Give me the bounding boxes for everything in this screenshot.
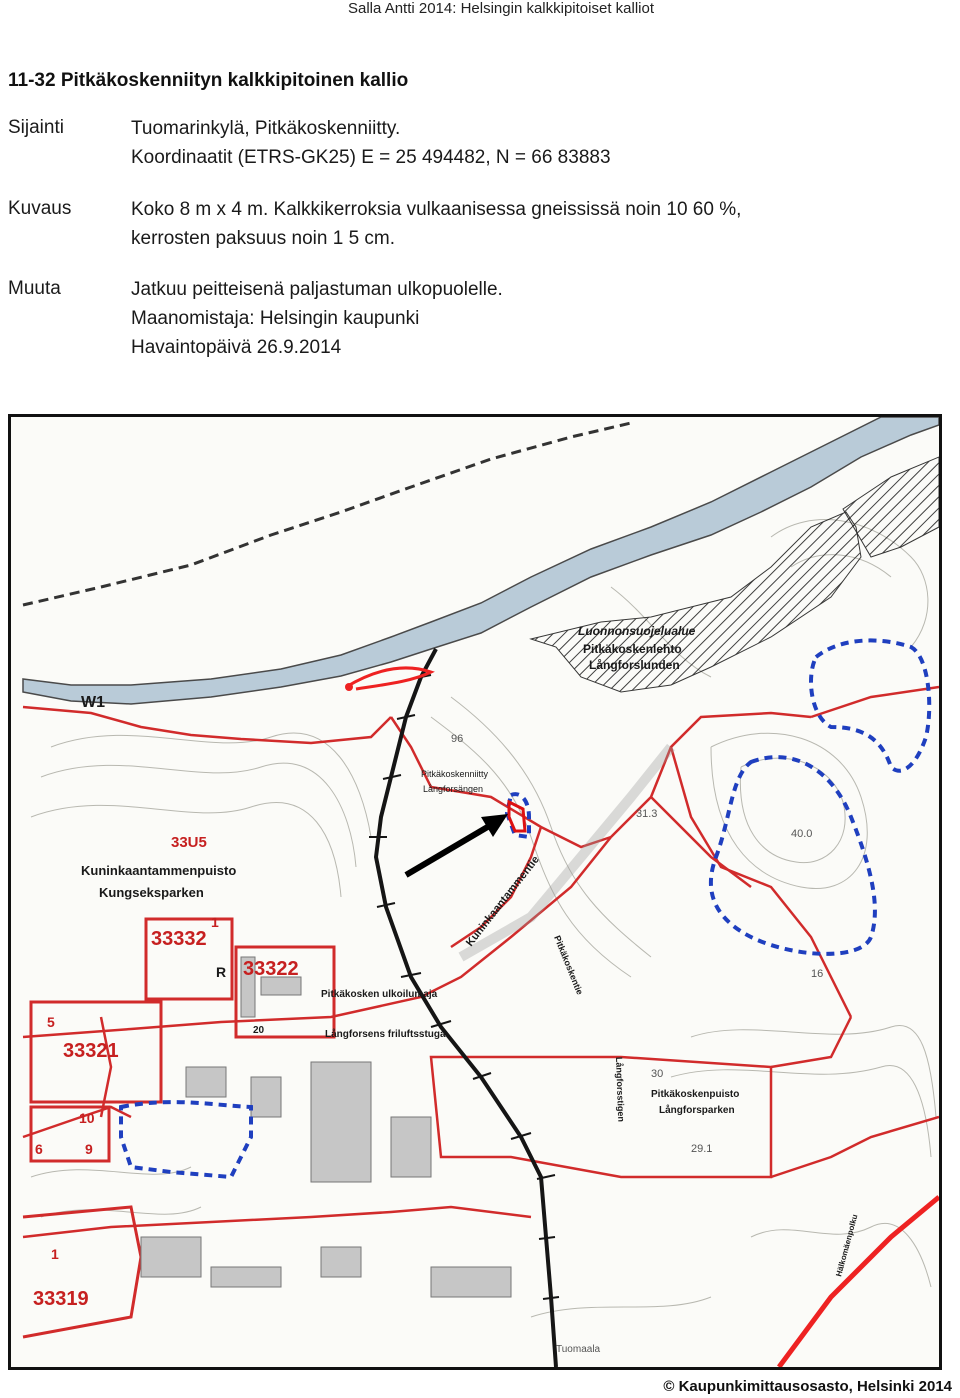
kuninkaantammentie-road [461, 747, 671, 957]
description-label: Kuvaus [8, 198, 72, 219]
label-road-kuninkaantammentie: Kuninkaantammentie [463, 853, 542, 949]
label-num-1b: 1 [51, 1246, 59, 1262]
label-block-33321: 33321 [63, 1040, 119, 1062]
location-text [131, 114, 611, 172]
label-bottom: Tuomaala [556, 1344, 601, 1355]
label-elev-30: 30 [651, 1068, 664, 1080]
label-w1: W1 [81, 694, 105, 711]
label-path-halkomaki: Hälkomäenpolku [834, 1213, 860, 1278]
landowner-line: Maanomistaja: Helsingin kaupunki [131, 308, 420, 329]
label-num-5: 5 [47, 1014, 55, 1030]
map-svg [11, 417, 939, 1367]
label-elev-29: 29.1 [691, 1143, 713, 1155]
description-line: kerrosten paksuus noin 1 5 cm. [131, 228, 396, 249]
label-num-20: 20 [253, 1025, 265, 1036]
label-block-3305: 33U5 [171, 834, 207, 851]
label-nature-area: Luonnonsuojelualue [578, 624, 696, 638]
label-num-10: 10 [79, 1110, 95, 1126]
other-line: Jatkuu peitteisenä paljastuman ulkopuolelle. [131, 279, 503, 300]
shore-marker-dot [345, 683, 353, 691]
label-nature-fi: Pitkäkoskenlehto [583, 642, 682, 656]
observation-date-line: Havaintopäivä 26.9.2014 [131, 337, 342, 358]
other-text [131, 275, 503, 362]
label-num-1a: 1 [211, 914, 219, 930]
site-title: 11-32 Pitkäkoskenniityn kalkkipitoinen kallio [8, 70, 409, 91]
survey-areas [121, 640, 929, 1177]
label-park-fi: Kuninkaantammenpuisto [81, 863, 237, 878]
label-num-9: 9 [85, 1141, 93, 1157]
pointer-arrow-shaft [406, 822, 496, 875]
label-meadow-sv: Långforsängen [423, 784, 484, 794]
label-elev-96: 96 [451, 733, 464, 745]
other-label: Muuta [8, 278, 61, 299]
site-map [8, 414, 942, 1370]
label-lodge-sv: Långforsens friluftsstuga [325, 1029, 446, 1040]
label-elev-16: 16 [811, 968, 824, 980]
label-path-langforsstigen: Långforsstigen [614, 1056, 627, 1123]
label-elev-40: 40.0 [791, 828, 813, 840]
buildings [141, 957, 511, 1297]
label-meadow-fi: Pitkäkoskenniitty [421, 769, 489, 779]
lower-right-boundary [779, 1197, 939, 1367]
label-block-33319: 33319 [33, 1288, 89, 1310]
description-line: Koko 8 m x 4 m. Kalkkikerroksia vulkaanisessa gneississä noin 10 60 %, [131, 199, 742, 220]
label-park2-sv: Långforsparken [659, 1105, 735, 1116]
copyright: © Kaupunkimittausosasto, Helsinki 2014 [663, 1378, 952, 1395]
label-num-r: R [216, 964, 227, 980]
label-num-6: 6 [35, 1141, 43, 1157]
label-lodge-fi: Pitkäkosken ulkoilumaja [321, 989, 438, 1000]
location-line: Tuomarinkylä, Pitkäkoskenniitty. [131, 118, 401, 139]
label-path-pitkakoskentie: Pitkäkoskentie [552, 934, 586, 997]
label-park-sv: Kungseksparken [99, 885, 204, 900]
label-block-33322: 33322 [243, 958, 299, 980]
label-elev-31: 31.3 [636, 808, 658, 820]
location-label: Sijainti [8, 117, 64, 138]
label-block-33332: 33332 [151, 928, 207, 950]
running-header: Salla Antti 2014: Helsingin kalkkipitoiset kalliot [348, 0, 654, 17]
description-text [131, 195, 741, 253]
label-park2-fi: Pitkäkoskenpuisto [651, 1089, 740, 1100]
coordinates-line: Koordinaatit (ETRS-GK25) E = 25 494482, N = 66 83883 [131, 147, 611, 168]
label-nature-sv: Långforslunden [589, 658, 680, 672]
railway-line [376, 649, 556, 1367]
